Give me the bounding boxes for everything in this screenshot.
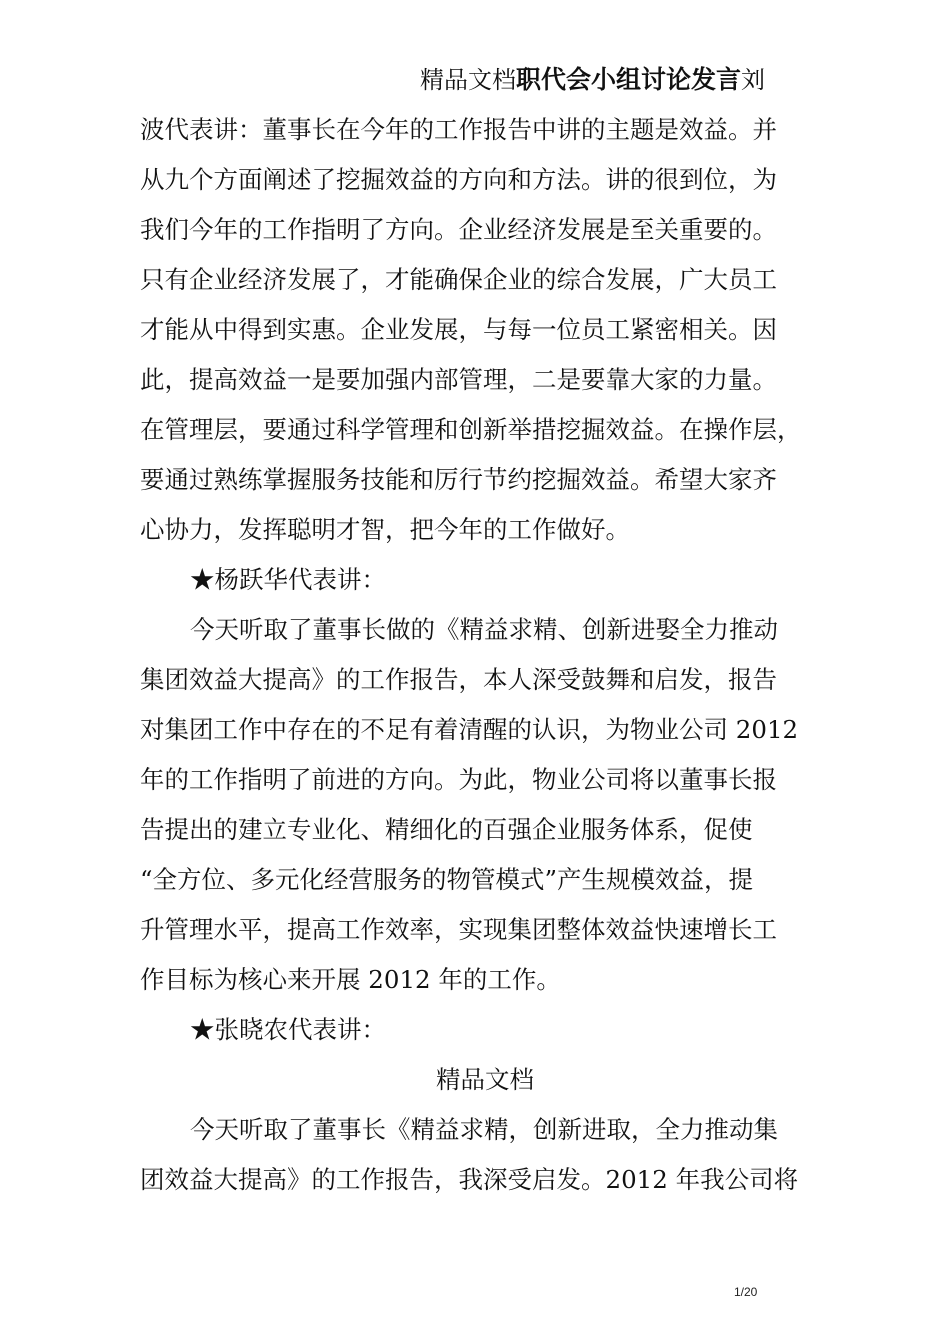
paragraph-line: 才能从中得到实惠。企业发展，与每一位员工紧密相关。因	[140, 315, 777, 344]
page-header	[420, 60, 840, 100]
page-number: 1/20	[734, 1285, 758, 1299]
paragraph-line: 此，提高效益一是要加强内部管理，二是要靠大家的力量。	[140, 365, 777, 394]
paragraph-line: 今天听取了董事长《精益求精，创新进取，全力推动集	[190, 1115, 778, 1144]
header-watermark-text: 精品文档	[420, 66, 516, 94]
speaker-heading: ★杨跃华代表讲：	[190, 565, 386, 594]
paragraph-line: 集团效益大提高》的工作报告，本人深受鼓舞和启发，报告	[140, 665, 777, 694]
paragraph-line: 团效益大提高》的工作报告，我深受启发。2012 年我公司将	[140, 1165, 799, 1194]
header-suffix-text: 刘	[741, 66, 766, 94]
paragraph-line: “全方位、多元化经营服务的物管模式”产生规模效益，提	[140, 865, 754, 894]
paragraph-line: 对集团工作中存在的不足有着清醒的认识，为物业公司 2012	[140, 715, 799, 744]
paragraph-line: 告提出的建立专业化、精细化的百强企业服务体系，促使	[140, 815, 753, 844]
paragraph-line: 今天听取了董事长做的《精益求精、创新进娶全力推动	[190, 615, 778, 644]
paragraph-line: 升管理水平，提高工作效率，实现集团整体效益快速增长工	[140, 915, 777, 944]
watermark-label: 精品文档	[436, 1065, 534, 1094]
speaker-heading: ★张晓农代表讲：	[190, 1015, 386, 1044]
paragraph-line: 我们今年的工作指明了方向。企业经济发展是至关重要的。	[140, 215, 777, 244]
paragraph-line: 从九个方面阐述了挖掘效益的方向和方法。讲的很到位，为	[140, 165, 777, 194]
paragraph-line: 作目标为核心来开展 2012 年的工作。	[140, 965, 561, 994]
paragraph-line: 心协力，发挥聪明才智，把今年的工作做好。	[140, 515, 630, 544]
paragraph-line: 在管理层，要通过科学管理和创新举措挖掘效益。在操作层，	[140, 415, 802, 444]
body-text	[140, 105, 830, 1205]
paragraph-line: 只有企业经济发展了，才能确保企业的综合发展，广大员工	[140, 265, 777, 294]
paragraph-line: 波代表讲：董事长在今年的工作报告中讲的主题是效益。并	[140, 115, 777, 144]
paragraph-line: 要通过熟练掌握服务技能和厉行节约挖掘效益。希望大家齐	[140, 465, 777, 494]
document-title: 职代会小组讨论发言	[516, 65, 742, 94]
paragraph-line: 年的工作指明了前进的方向。为此，物业公司将以董事长报	[140, 765, 777, 794]
